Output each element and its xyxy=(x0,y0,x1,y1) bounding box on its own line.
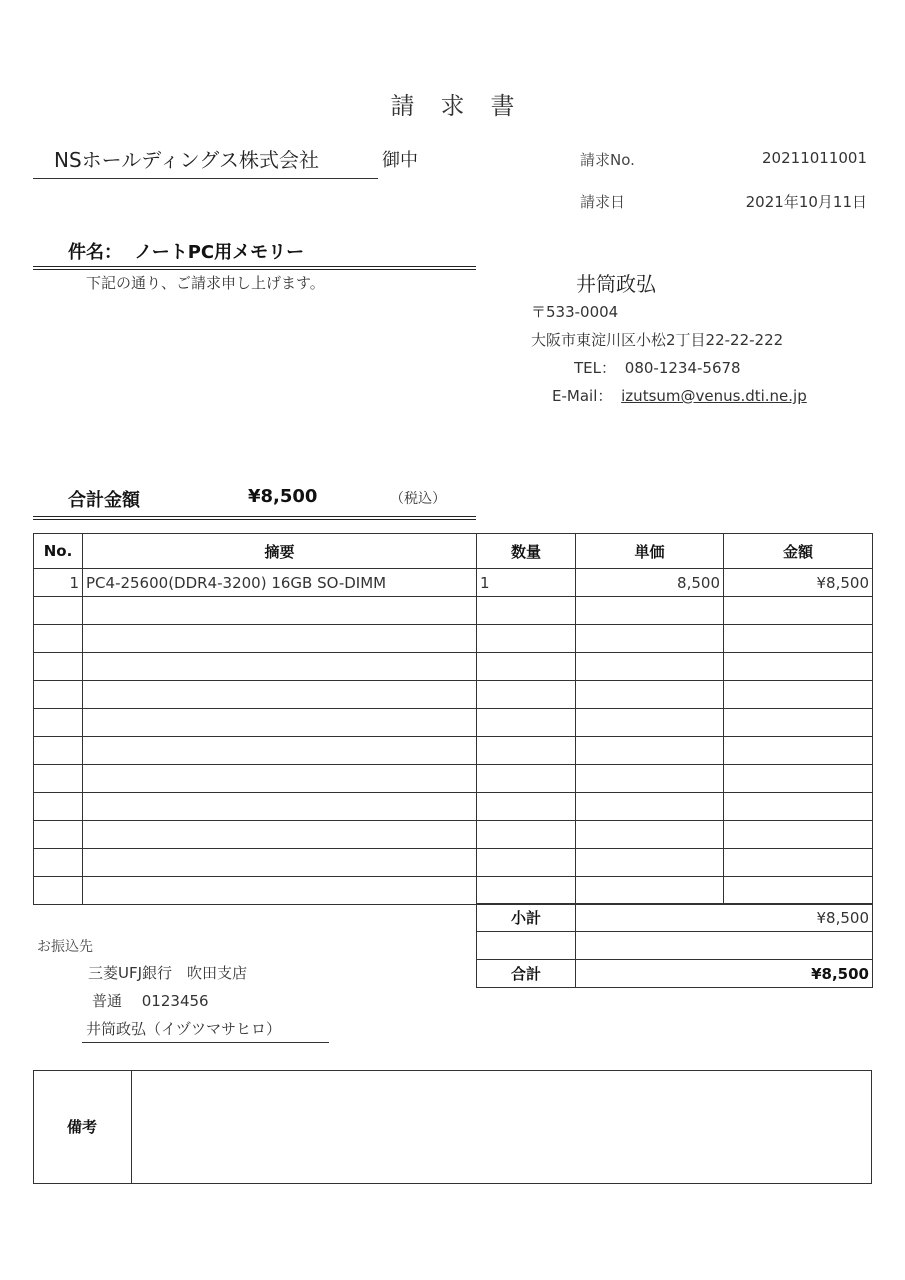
cell-amount xyxy=(724,709,873,737)
subject xyxy=(68,238,304,264)
cell-description xyxy=(83,597,477,625)
cell-amount xyxy=(724,681,873,709)
cell-unit-price xyxy=(576,737,724,765)
cell-no: 1 xyxy=(34,569,83,597)
issuer-tel-label: TEL： xyxy=(574,359,616,377)
grand-total-value: ¥8,500 xyxy=(576,960,873,988)
bank-underline xyxy=(82,1042,329,1043)
document-title: 請求書 xyxy=(390,92,541,120)
table-row xyxy=(34,765,873,793)
cell-no xyxy=(34,653,83,681)
invoice-date-value: 2021年10月11日 xyxy=(745,193,867,211)
cell-quantity xyxy=(477,877,576,905)
header-amount: 金額 xyxy=(724,534,873,569)
cell-quantity xyxy=(477,681,576,709)
total-amount-label: 合計金額 xyxy=(68,490,140,511)
recipient-name: NSホールディングス株式会社 xyxy=(54,148,320,172)
subject-double-underline xyxy=(33,266,476,270)
greeting-text: 下記の通り、ご請求申し上げます。 xyxy=(86,274,325,292)
remarks-divider xyxy=(131,1070,132,1183)
grand-total-label: 合計 xyxy=(477,960,576,988)
header-no: No. xyxy=(34,534,83,569)
items-table xyxy=(33,533,873,905)
cell-unit-price xyxy=(576,653,724,681)
cell-quantity: 1 xyxy=(477,569,576,597)
cell-description xyxy=(83,821,477,849)
cell-no xyxy=(34,765,83,793)
issuer-email-label: E-Mail： xyxy=(552,387,613,405)
total-double-underline xyxy=(33,516,476,520)
bank-account: 普通 0123456 xyxy=(92,992,209,1010)
cell-quantity xyxy=(477,709,576,737)
issuer-name: 井筒政弘 xyxy=(576,272,656,296)
header-description: 摘要 xyxy=(83,534,477,569)
table-row xyxy=(34,877,873,905)
table-row xyxy=(34,681,873,709)
cell-no xyxy=(34,793,83,821)
issuer-tel-value: 080-1234-5678 xyxy=(624,359,741,377)
subject-value: ノートPC用メモリー xyxy=(134,242,305,263)
bank-title: お振込先 xyxy=(37,939,93,955)
cell-description xyxy=(83,765,477,793)
cell-quantity xyxy=(477,849,576,877)
cell-amount: ¥8,500 xyxy=(724,569,873,597)
cell-description xyxy=(83,625,477,653)
invoice-number-label: 請求No. xyxy=(580,151,635,169)
cell-amount xyxy=(724,793,873,821)
cell-unit-price xyxy=(576,765,724,793)
cell-quantity xyxy=(477,765,576,793)
cell-description: PC4-25600(DDR4-3200) 16GB SO-DIMM xyxy=(83,569,477,597)
remarks-label: 備考 xyxy=(66,1118,97,1136)
tax-note: （税込） xyxy=(390,491,446,507)
cell-description xyxy=(83,849,477,877)
cell-no xyxy=(34,821,83,849)
table-row xyxy=(34,597,873,625)
cell-unit-price: 8,500 xyxy=(576,569,724,597)
grand-total-row xyxy=(477,960,873,988)
table-row xyxy=(34,625,873,653)
table-row xyxy=(34,821,873,849)
recipient-honorific: 御中 xyxy=(382,150,418,171)
table-header-row xyxy=(34,534,873,569)
cell-amount xyxy=(724,821,873,849)
recipient-underline xyxy=(33,178,378,179)
issuer-postal: 〒533-0004 xyxy=(531,303,619,321)
table-row xyxy=(34,709,873,737)
issuer-email xyxy=(552,385,807,406)
blank-total-value xyxy=(576,932,873,960)
table-row xyxy=(34,653,873,681)
blank-total-row xyxy=(477,932,873,960)
cell-description xyxy=(83,653,477,681)
cell-no xyxy=(34,709,83,737)
issuer-tel xyxy=(574,357,741,378)
cell-amount xyxy=(724,653,873,681)
invoice-date-label: 請求日 xyxy=(580,193,626,211)
cell-unit-price xyxy=(576,821,724,849)
cell-no xyxy=(34,597,83,625)
cell-no xyxy=(34,681,83,709)
subtotal-label: 小計 xyxy=(477,904,576,932)
cell-amount xyxy=(724,877,873,905)
bank-branch: 三菱UFJ銀行 吹田支店 xyxy=(88,964,248,982)
cell-quantity xyxy=(477,821,576,849)
cell-no xyxy=(34,737,83,765)
invoice-number-value: 20211011001 xyxy=(762,149,867,167)
cell-description xyxy=(83,793,477,821)
blank-total-label xyxy=(477,932,576,960)
cell-quantity xyxy=(477,737,576,765)
cell-unit-price xyxy=(576,849,724,877)
cell-unit-price xyxy=(576,793,724,821)
subtotal-row xyxy=(477,904,873,932)
cell-no xyxy=(34,877,83,905)
cell-amount xyxy=(724,597,873,625)
cell-no xyxy=(34,625,83,653)
bank-account-holder: 井筒政弘（イヅツマサヒロ） xyxy=(86,1020,282,1038)
cell-description xyxy=(83,709,477,737)
cell-description xyxy=(83,681,477,709)
cell-unit-price xyxy=(576,597,724,625)
cell-quantity xyxy=(477,653,576,681)
totals-table xyxy=(476,903,873,988)
cell-amount xyxy=(724,737,873,765)
header-quantity: 数量 xyxy=(477,534,576,569)
cell-no xyxy=(34,849,83,877)
table-row xyxy=(34,737,873,765)
issuer-address: 大阪市東淀川区小松2丁目22-22-222 xyxy=(531,331,784,349)
table-row xyxy=(34,849,873,877)
issuer-email-link[interactable]: izutsum@venus.dti.ne.jp xyxy=(621,387,807,405)
cell-description xyxy=(83,877,477,905)
cell-unit-price xyxy=(576,681,724,709)
cell-amount xyxy=(724,849,873,877)
cell-quantity xyxy=(477,625,576,653)
total-amount-value: ¥8,500 xyxy=(248,486,318,507)
subject-label: 件名： xyxy=(68,242,122,263)
cell-unit-price xyxy=(576,709,724,737)
remarks-box xyxy=(33,1070,872,1184)
header-unit-price: 単価 xyxy=(576,534,724,569)
cell-unit-price xyxy=(576,625,724,653)
table-row xyxy=(34,569,873,597)
cell-description xyxy=(83,737,477,765)
cell-quantity xyxy=(477,597,576,625)
cell-unit-price xyxy=(576,877,724,905)
subtotal-value: ¥8,500 xyxy=(576,904,873,932)
cell-quantity xyxy=(477,793,576,821)
table-row xyxy=(34,793,873,821)
cell-amount xyxy=(724,765,873,793)
cell-amount xyxy=(724,625,873,653)
